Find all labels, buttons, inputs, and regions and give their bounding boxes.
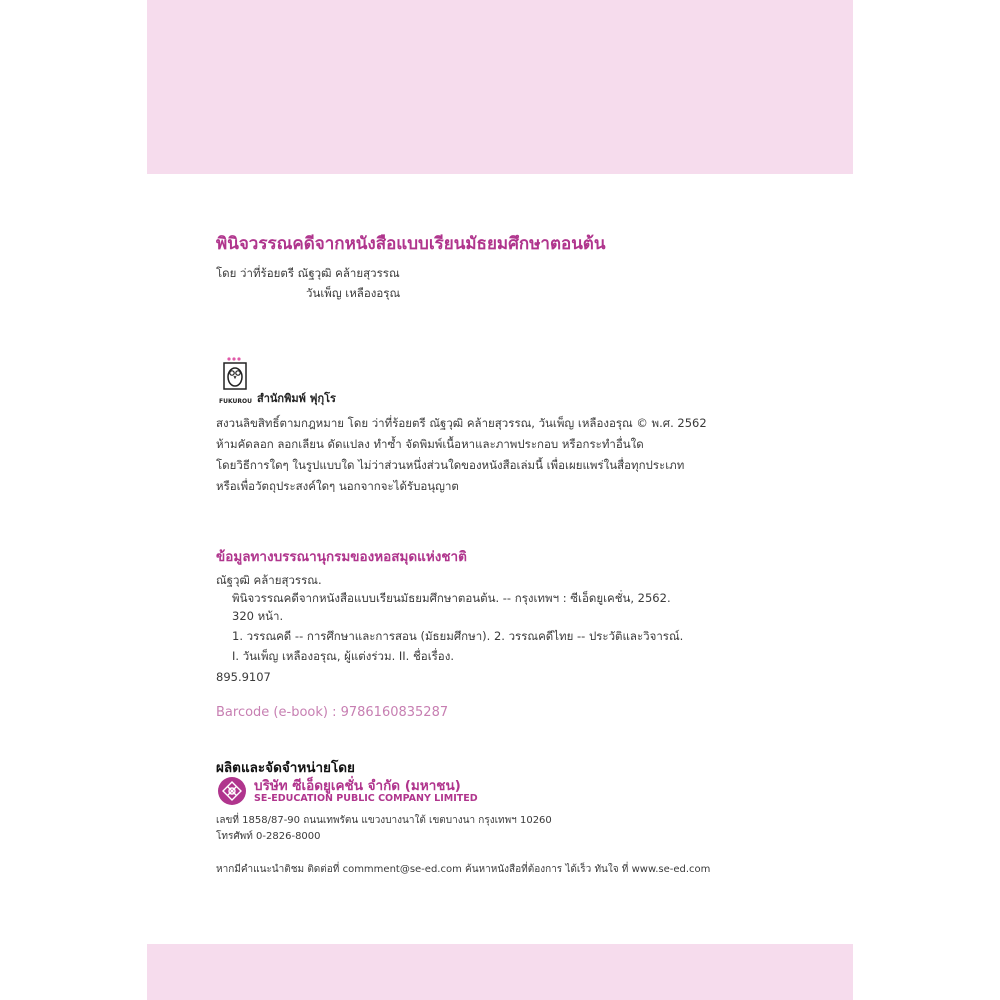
- contact-line: หากมีคำแนะนำติชม ติดต่อที่ commment@se-ed.com ค้นหาหนังสือที่ต้องการ ได้เร็ว ทันใจ ที่ www.se-ed.com: [216, 864, 711, 875]
- publisher-name: สำนักพิมพ์ ฟุกุโร: [257, 392, 336, 405]
- catalog-subjects: 1. วรรณคดี -- การศึกษาและการสอน (มัธยมศึกษา). 2. วรรณคดีไทย -- ประวัติและวิจารณ์.: [232, 629, 684, 643]
- copyright-line-4: หรือเพื่อวัตถุประสงค์ใดๆ นอกจากจะได้รับอนุญาต: [216, 479, 459, 493]
- catalog-author: ณัฐวุฒิ คล้ายสุวรรณ.: [216, 573, 322, 587]
- catalog-title-line: พินิจวรรณคดีจากหนังสือแบบเรียนมัธยมศึกษาตอนต้น. -- กรุงเทพฯ : ซีเอ็ดยูเคชั่น, 2562.: [232, 591, 671, 605]
- author-line-2: วันเพ็ญ เหลืองอรุณ: [306, 286, 401, 300]
- company-name-thai: บริษัท ซีเอ็ดยูเคชั่น จำกัด (มหาชน): [254, 778, 461, 794]
- copyright-line-3: โดยวิธีการใดๆ ในรูปแบบใด ไม่ว่าส่วนหนึ่งส่วนใดของหนังสือเล่มนี้ เพื่อเผยแพร่ในสื่อทุกประเภท: [216, 458, 685, 472]
- copyright-line-2: ห้ามคัดลอก ลอกเลียน ดัดแปลง ทำซ้ำ จัดพิมพ์เนื้อหาและภาพประกอบ หรือกระทำอื่นใด: [216, 437, 644, 451]
- catalog-pages: 320 หน้า.: [232, 609, 284, 623]
- distribution-heading: ผลิตและจัดจำหน่ายโดย: [216, 760, 355, 776]
- company-phone: โทรศัพท์ 0-2826-8000: [216, 831, 321, 842]
- top-pink-band: [147, 0, 853, 174]
- cataloging-heading: ข้อมูลทางบรรณานุกรมของหอสมุดแห่งชาติ: [216, 549, 467, 565]
- author-line-1: โดย ว่าที่ร้อยตรี ณัฐวุฒิ คล้ายสุวรรณ: [216, 266, 400, 280]
- copyright-line-1: สงวนลิขสิทธิ์ตามกฎหมาย โดย ว่าที่ร้อยตรี ณัฐวุฒิ คล้ายสุวรรณ, วันเพ็ญ เหลืองอรุณ © พ.ศ. 2562: [216, 416, 707, 430]
- company-name-english: SE-EDUCATION PUBLIC COMPANY LIMITED: [254, 793, 478, 804]
- catalog-added-entries: I. วันเพ็ญ เหลืองอรุณ, ผู้แต่งร่วม. II. ชื่อเรื่อง.: [232, 649, 454, 663]
- book-title: พินิจวรรณคดีจากหนังสือแบบเรียนมัธยมศึกษาตอนต้น: [216, 234, 606, 254]
- se-ed-logo-icon: [217, 776, 247, 806]
- company-address: เลขที่ 1858/87-90 ถนนเทพรัตน แขวงบางนาใต้ เขตบางนา กรุงเทพฯ 10260: [216, 815, 552, 826]
- publisher-logo-text: FUKUROU: [219, 398, 252, 405]
- barcode-text: Barcode (e-book) : 9786160835287: [216, 705, 449, 720]
- owl-logo-icon: [221, 356, 251, 398]
- bottom-pink-band: [147, 944, 853, 1000]
- catalog-classification: 895.9107: [216, 670, 271, 684]
